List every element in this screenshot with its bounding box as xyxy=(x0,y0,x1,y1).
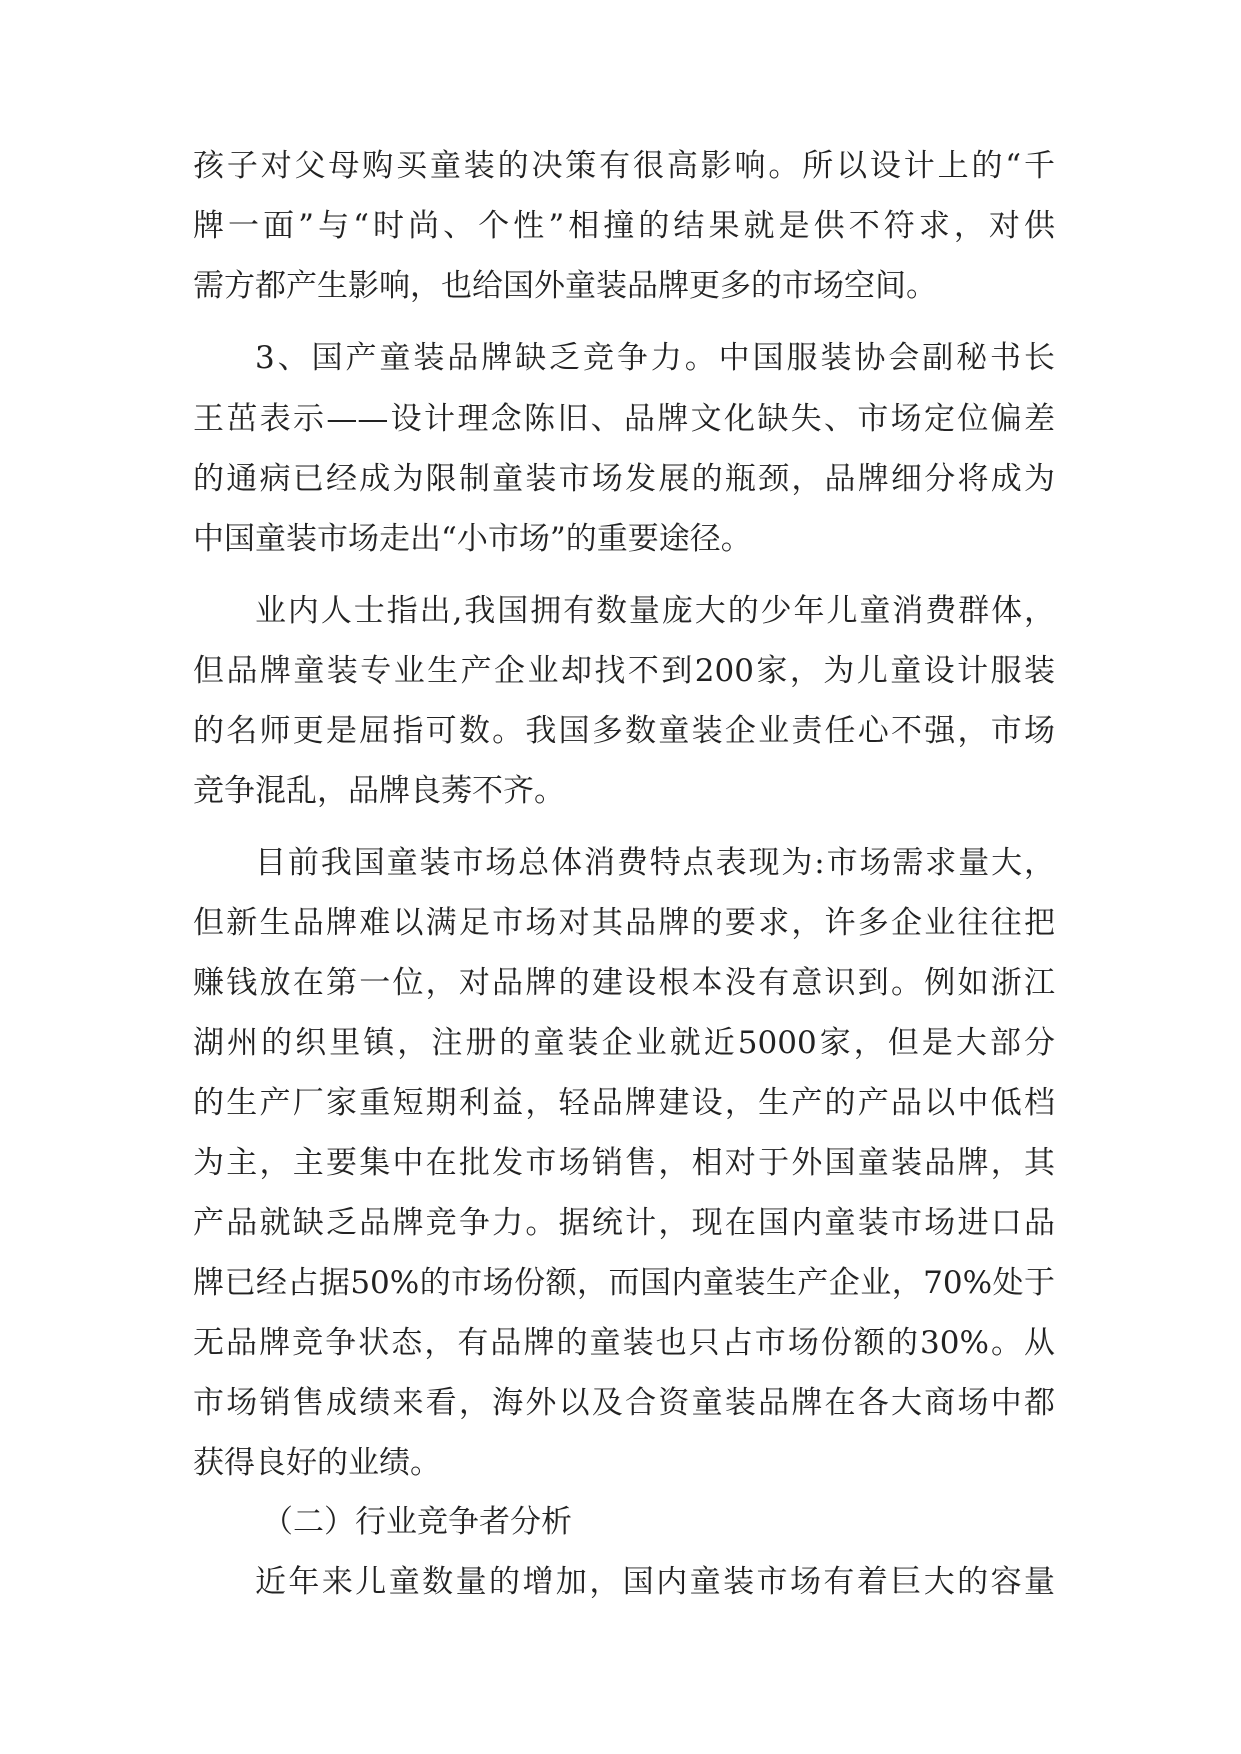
text-line: 但新生品牌难以满足市场对其品牌的要求，许多企业往往把 xyxy=(193,905,1055,941)
text-line: 的通病已经成为限制童装市场发展的瓶颈，品牌细分将成为 xyxy=(193,461,1055,497)
text-line: 王茁表示——设计理念陈旧、品牌文化缺失、市场定位偏差 xyxy=(193,401,1055,437)
text-line: 赚钱放在第一位，对品牌的建设根本没有意识到。例如浙江 xyxy=(193,965,1055,1001)
text-line: 牌一面”与“时尚、个性”相撞的结果就是供不符求，对供 xyxy=(193,208,1055,244)
text-line: 但品牌童装专业生产企业却找不到200家，为儿童设计服装 xyxy=(193,653,1055,689)
text-line: 获得良好的业绩。 xyxy=(193,1445,441,1481)
paragraph-start-line: 业内人士指出,我国拥有数量庞大的少年儿童消费群体， xyxy=(255,593,1055,629)
text-line: 需方都产生影响，也给国外童装品牌更多的市场空间。 xyxy=(193,268,937,304)
text-line: 的名师更是屈指可数。我国多数童装企业责任心不强，市场 xyxy=(193,713,1055,749)
section-heading: （二）行业竞争者分析 xyxy=(262,1504,572,1540)
text-line: 市场销售成绩来看，海外以及合资童装品牌在各大商场中都 xyxy=(193,1385,1055,1421)
text-line: 中国童装市场走出“小市场”的重要途径。 xyxy=(193,521,752,557)
text-line: 牌已经占据50%的市场份额，而国内童装生产企业，70%处于 xyxy=(193,1265,1055,1301)
text-line: 竞争混乱，品牌良莠不齐。 xyxy=(193,773,565,809)
text-line: 湖州的织里镇，注册的童装企业就近5000家，但是大部分 xyxy=(193,1025,1055,1061)
text-line: 的生产厂家重短期利益，轻品牌建设，生产的产品以中低档 xyxy=(193,1085,1055,1121)
text-line: 产品就缺乏品牌竞争力。据统计，现在国内童装市场进口品 xyxy=(193,1205,1055,1241)
text-line: 孩子对父母购买童装的决策有很高影响。所以设计上的“千 xyxy=(193,148,1055,184)
paragraph-start-line: 3、国产童装品牌缺乏竞争力。中国服装协会副秘书长 xyxy=(255,340,1055,376)
text-line: 为主，主要集中在批发市场销售，相对于外国童装品牌，其 xyxy=(193,1145,1055,1181)
paragraph-start-line: 近年来儿童数量的增加，国内童装市场有着巨大的容量 xyxy=(255,1564,1055,1600)
paragraph-start-line: 目前我国童装市场总体消费特点表现为:市场需求量大， xyxy=(255,845,1055,881)
text-line: 无品牌竞争状态，有品牌的童装也只占市场份额的30%。从 xyxy=(193,1325,1055,1361)
